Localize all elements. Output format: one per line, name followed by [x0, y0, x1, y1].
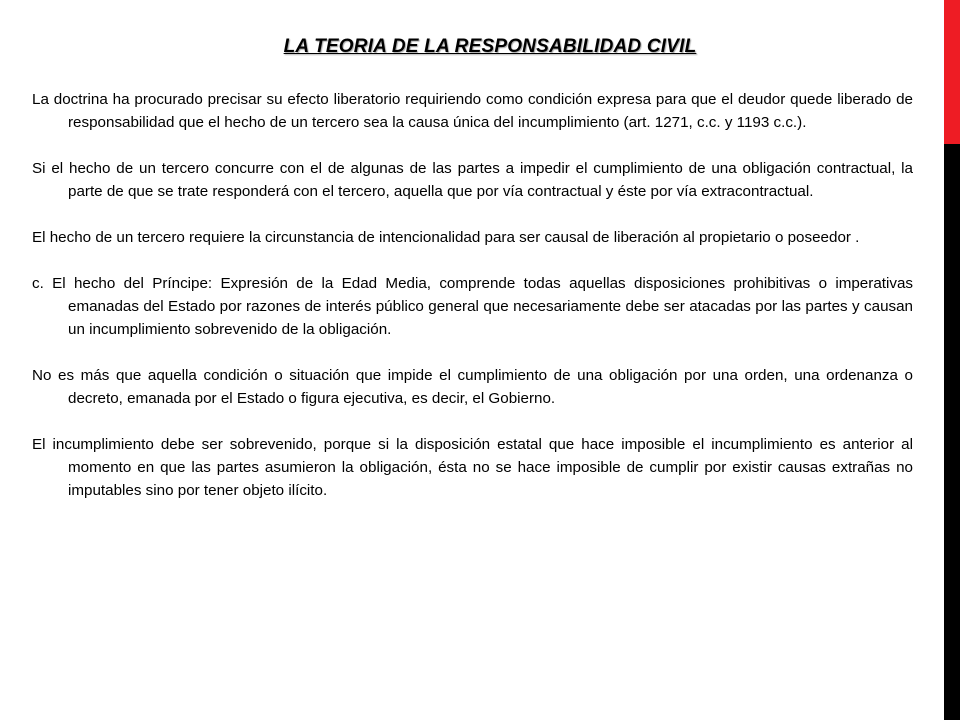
paragraph-1: La doctrina ha procurado precisar su efecto liberatorio requiriendo como condición expresa para que el deudor quede liberado de responsabilidad que el hecho de un tercero sea la causa única del incumplimiento (art. 1271, c.c. y 1193 c.c.).: [32, 91, 913, 131]
paragraph-4: c. El hecho del Príncipe: Expresión de la Edad Media, comprende todas aquellas disposiciones prohibitivas o imperativas emanadas del Estado por razones de interés público general que necesariamente debe ser atacadas por las partes y causan un incumplimiento sobrevenido de la obligación.: [32, 275, 913, 338]
accent-bar-black: [944, 144, 960, 720]
paragraph-5: No es más que aquella condición o situación que impide el cumplimiento de una obligación por una orden, una ordenanza o decreto, emanada por el Estado o figura ejecutiva, es decir, el Gobierno.: [32, 367, 913, 407]
slide-body: [32, 88, 913, 525]
paragraph-6: El incumplimiento debe ser sobrevenido, porque si la disposición estatal que hace imposible el incumplimiento es anterior al momento en que las partes asumieron la obligación, ésta no se hace imposible de cumplir por existir causas extrañas no imputables sino por tener objeto ilícito.: [32, 436, 913, 499]
accent-bar-red: [944, 0, 960, 144]
paragraph-2: Si el hecho de un tercero concurre con el de algunas de las partes a impedir el cumplimiento de una obligación contractual, la parte de que se trate responderá con el tercero, aquella que por vía contractual y éste por vía extracontractual.: [32, 160, 913, 200]
slide-title: LA TEORIA DE LA RESPONSABILIDAD CIVIL: [283, 36, 697, 57]
paragraph-3: El hecho de un tercero requiere la circunstancia de intencionalidad para ser causal de liberación al propietario o poseedor .: [32, 229, 860, 246]
